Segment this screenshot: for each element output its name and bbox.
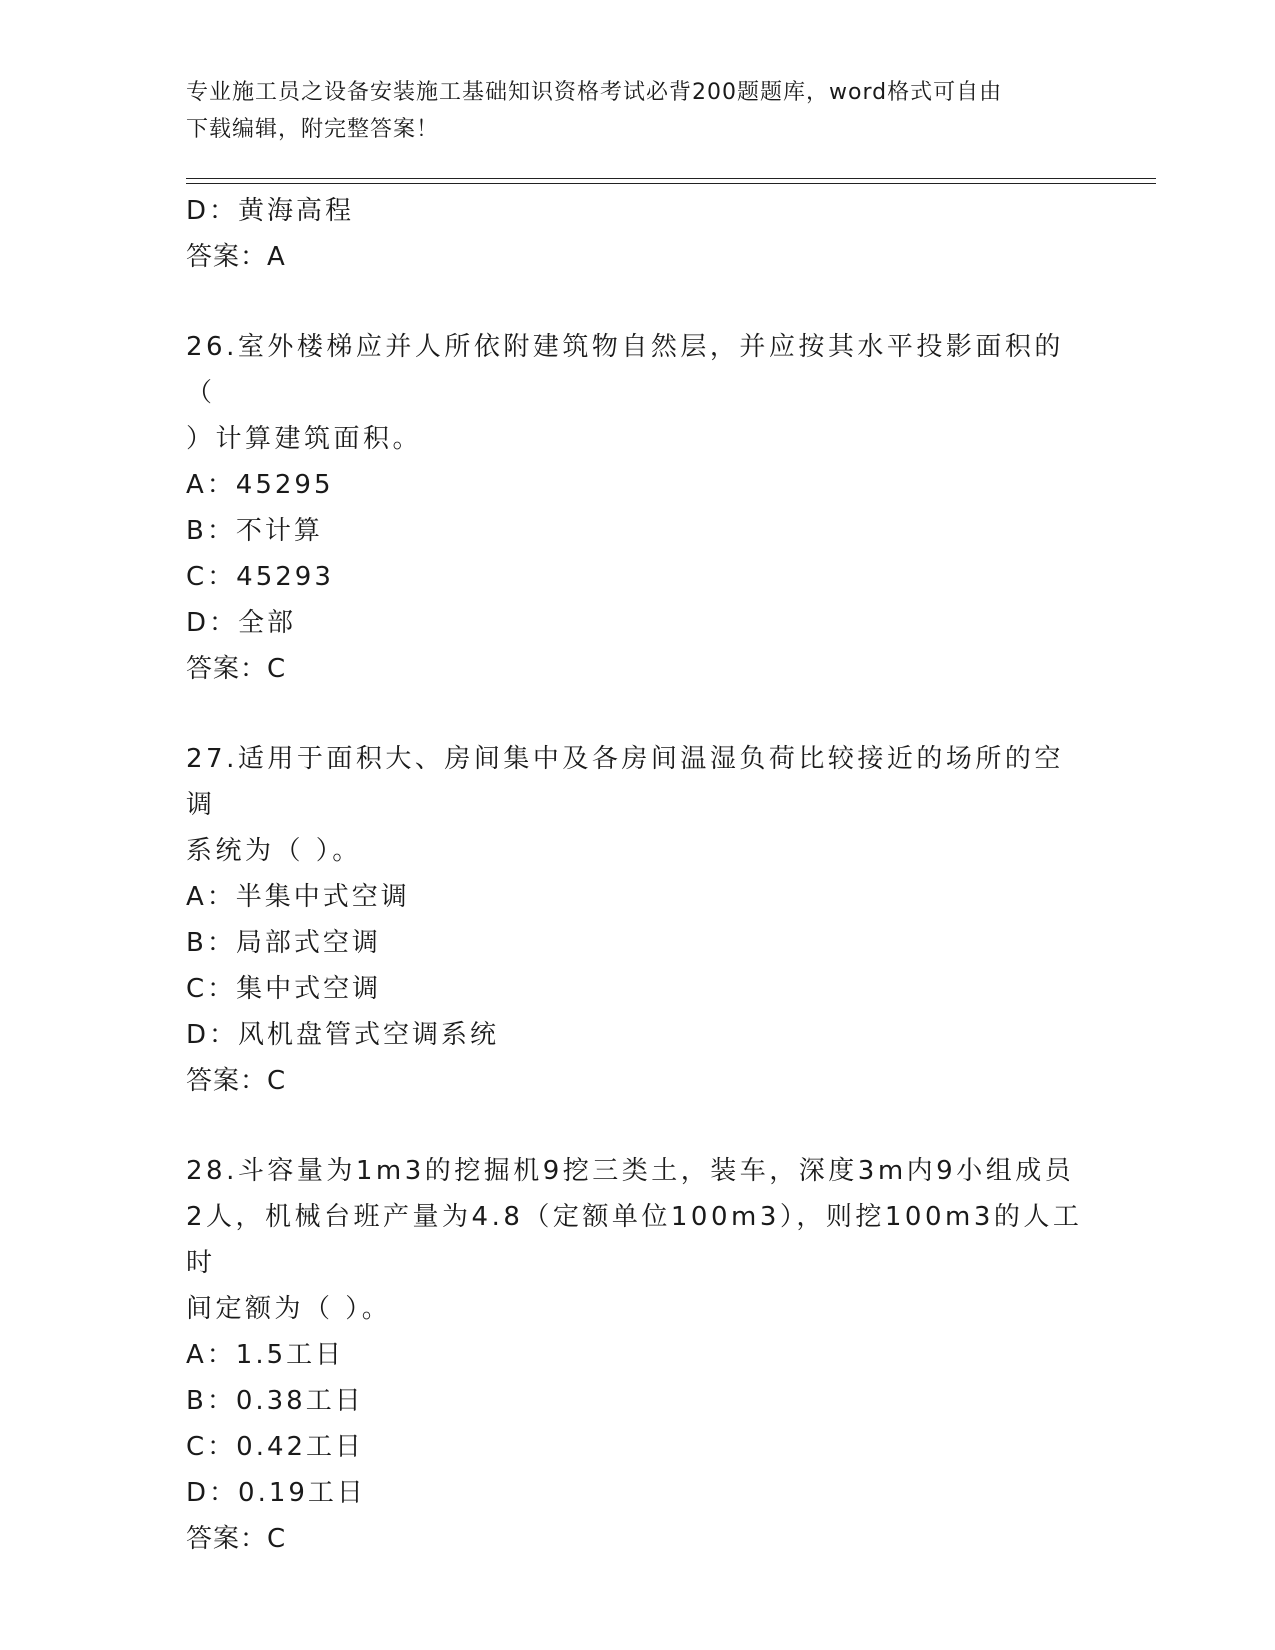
- option-c: C：45293: [186, 562, 334, 592]
- question-stem-line-2: 系统为（ ）。: [186, 836, 362, 866]
- option-c: C：0.42工日: [186, 1432, 365, 1462]
- answer-line: [186, 234, 1086, 280]
- option-d: D：黄海高程: [186, 196, 355, 226]
- question-stem-line-2: 2人，机械台班产量为4.8（定额单位100m3），则挖100m3的人工时: [186, 1202, 1083, 1278]
- question-stem-line-3: 间定额为（ ）。: [186, 1294, 392, 1324]
- question-stem-line-1: 27.适用于面积大、房间集中及各房间温湿负荷比较接近的场所的空调: [186, 744, 1064, 820]
- question-27: [186, 736, 1086, 1104]
- answer-value: C: [267, 654, 287, 684]
- option-a: A：45295: [186, 470, 334, 500]
- question-stem-line-2: ）计算建筑面积。: [186, 424, 423, 454]
- answer-value: A: [267, 242, 286, 272]
- question-stem: [186, 1148, 1086, 1332]
- answer-line: [186, 1058, 1086, 1104]
- header-divider-top: [186, 178, 1156, 179]
- question-stem-line-1: 26.室外楼梯应并人所依附建筑物自然层，并应按其水平投影面积的（: [186, 332, 1064, 408]
- answer-line: [186, 646, 1086, 692]
- answer-label: 答案：: [186, 1066, 268, 1096]
- answer-value: C: [267, 1066, 287, 1096]
- question-stem-line-1: 28.斗容量为1m3的挖掘机9挖三类土，装车，深度3m内9小组成员: [186, 1156, 1075, 1186]
- option-d: D：全部: [186, 608, 297, 638]
- answer-label: 答案：: [186, 1524, 268, 1554]
- option-d: D：0.19工日: [186, 1478, 366, 1508]
- answer-label: 答案：: [186, 654, 268, 684]
- option-d: D：风机盘管式空调系统: [186, 1020, 500, 1050]
- question-26: [186, 324, 1086, 692]
- answer-line: [186, 1516, 1086, 1562]
- header-title-line-1: 专业施工员之设备安装施工基础知识资格考试必背200题题库，word格式可自由: [186, 80, 1003, 105]
- question-stem: [186, 736, 1086, 874]
- document-header: [186, 74, 1066, 148]
- option-c: C：集中式空调: [186, 974, 382, 1004]
- option-b: B：局部式空调: [186, 928, 381, 958]
- header-title-line-2: 下载编辑，附完整答案！: [186, 117, 440, 142]
- option-a: A：半集中式空调: [186, 882, 410, 912]
- question-stem: [186, 324, 1086, 462]
- answer-value: C: [267, 1524, 287, 1554]
- document-body: [186, 188, 1086, 1562]
- question-28: [186, 1148, 1086, 1562]
- option-b: B：0.38工日: [186, 1386, 364, 1416]
- previous-question-tail: [186, 188, 1086, 280]
- header-divider-bottom: [186, 183, 1156, 184]
- answer-label: 答案：: [186, 242, 268, 272]
- option-a: A：1.5工日: [186, 1340, 345, 1370]
- option-b: B：不计算: [186, 516, 323, 546]
